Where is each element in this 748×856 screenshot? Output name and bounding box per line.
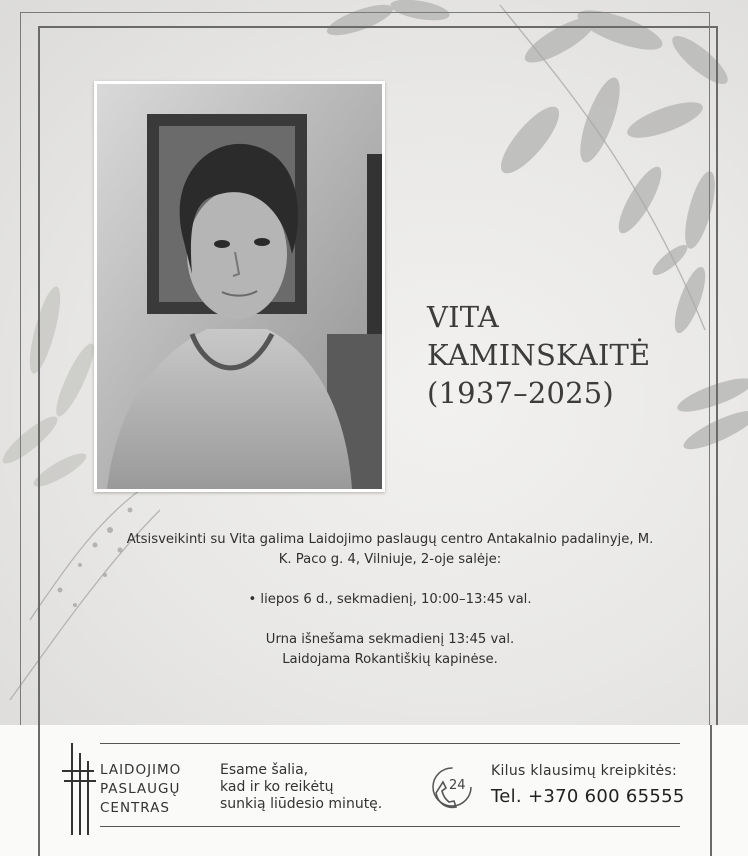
contact-label: Kilus klausimų kreipkitės: xyxy=(491,763,678,779)
company-logo-text: LAIDOJIMO PASLAUGŲ CENTRAS xyxy=(100,762,182,816)
first-name: VITA xyxy=(427,300,499,334)
schedule-item: • liepos 6 d., sekmadienį, 10:00–13:45 val. xyxy=(248,592,532,607)
portrait-photo xyxy=(94,81,385,492)
footer-bottom-rule xyxy=(100,826,680,827)
slogan: Esame šalia, kad ir ko reikėtų sunkią liūdesio minutę. xyxy=(220,762,383,812)
footer-banner xyxy=(0,725,748,856)
footer-top-rule xyxy=(100,743,680,744)
urn-line: Urna išnešama sekmadienį 13:45 val. xyxy=(265,632,515,647)
farewell-info xyxy=(110,530,670,670)
crosses-logo-icon xyxy=(58,739,98,839)
burial-line: Laidojama Rokantiškių kapinėse. xyxy=(282,652,498,667)
phone-24-icon xyxy=(428,763,476,811)
deceased-name-block xyxy=(427,298,650,412)
farewell-line-1: Atsisveikinti su Vita galima Laidojimo paslaugų centro Antakalnio padalinyje, M. xyxy=(126,532,654,547)
last-name: KAMINSKAITĖ xyxy=(427,338,651,372)
farewell-line-2: K. Paco g. 4, Vilniuje, 2-oje salėje: xyxy=(278,552,502,567)
phone-number[interactable]: Tel. +370 600 65555 xyxy=(491,786,685,807)
badge-number: 24 xyxy=(449,778,466,793)
life-years: (1937–2025) xyxy=(427,376,614,410)
portrait-image xyxy=(97,84,382,489)
